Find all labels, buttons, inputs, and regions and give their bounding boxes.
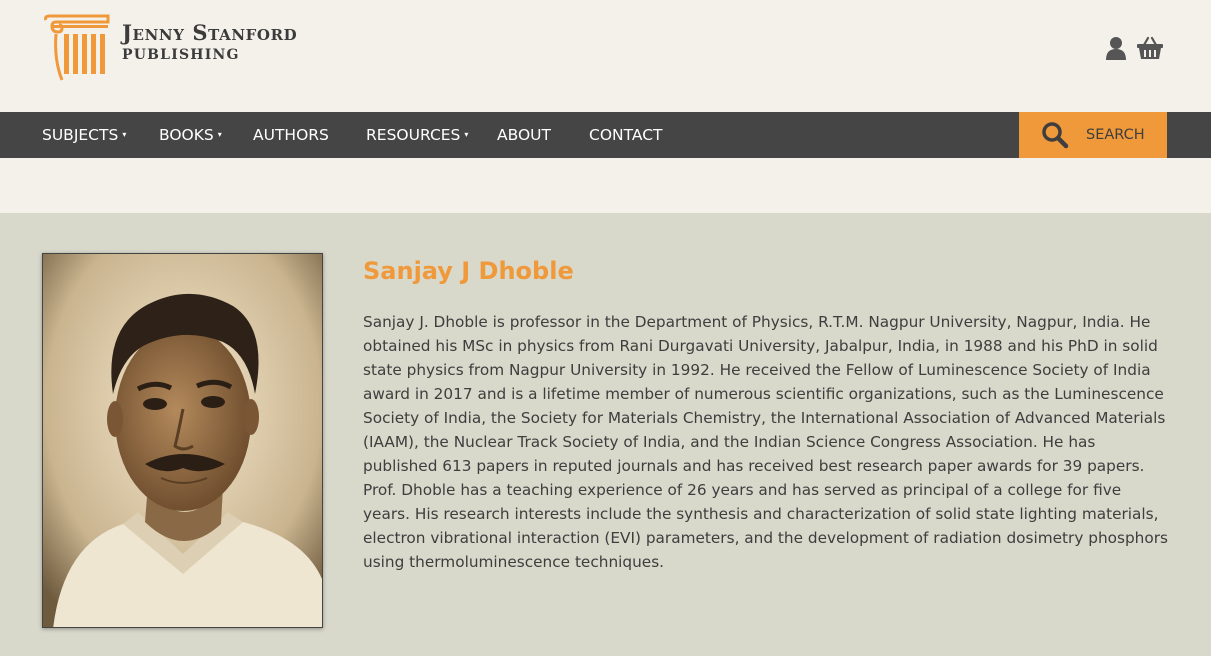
nav-books[interactable] bbox=[159, 112, 222, 158]
nav-resources[interactable] bbox=[366, 112, 468, 158]
user-icon[interactable] bbox=[1105, 36, 1127, 60]
logo-wordmark bbox=[122, 20, 297, 64]
search-icon bbox=[1041, 121, 1069, 149]
nav-contact[interactable] bbox=[589, 112, 663, 158]
dropdown-caret-icon: ▾ bbox=[217, 130, 222, 139]
author-portrait-image bbox=[43, 254, 323, 628]
search-button-label: SEARCH bbox=[1086, 127, 1145, 143]
basket-icon[interactable] bbox=[1137, 36, 1163, 60]
author-name: Sanjay J Dhoble bbox=[363, 257, 574, 285]
search-button[interactable] bbox=[1019, 112, 1167, 158]
nav-authors-label: AUTHORS bbox=[253, 126, 329, 144]
author-profile bbox=[0, 213, 1211, 656]
author-photo bbox=[42, 253, 323, 628]
author-bio: Sanjay J. Dhoble is professor in the Department of Physics, R.T.M. Nagpur University, Nagpur, India. He obtained his MSc in physics from Rani Durgavati University, Jabalpur, India, in 1988 and his PhD in solid state physics from Nagpur University in 1992. He received the Fellow of Luminescence Society of India award in 2017 and is a lifetime member of numerous scientific organizations, such as the Luminescence Society of India, the Society for Materials Chemistry, the International Association of Advanced Materials (IAAM), the Nuclear Track Society of India, and the Indian Science Congress Association. He has published 613 papers in reputed journals and has received best research paper awards for 39 papers. Prof. Dhoble has a teaching experience of 26 years and has served as principal of a college for five years. His research interests include the synthesis and characterization of solid state lighting materials, electron vibrational interaction (EVI) parameters, and the development of radiation dosimetry phosphors using thermoluminescence techniques. bbox=[363, 313, 1168, 571]
site-header bbox=[0, 0, 1211, 112]
dropdown-caret-icon: ▾ bbox=[464, 130, 469, 139]
nav-about[interactable] bbox=[497, 112, 551, 158]
nav-books-label: BOOKS bbox=[159, 126, 214, 144]
nav-authors[interactable] bbox=[253, 112, 329, 158]
dropdown-caret-icon: ▾ bbox=[122, 130, 127, 139]
logo-subtitle: PUBLISHING bbox=[122, 47, 240, 63]
site-logo[interactable] bbox=[42, 14, 297, 82]
nav-resources-label: RESOURCES bbox=[366, 126, 461, 144]
nav-subjects-label: SUBJECTS bbox=[42, 126, 119, 144]
nav-about-label: ABOUT bbox=[497, 126, 551, 144]
nav-contact-label: CONTACT bbox=[589, 126, 663, 144]
header-icons bbox=[1105, 36, 1163, 60]
nav-subjects[interactable] bbox=[42, 112, 126, 158]
column-logo-icon bbox=[42, 14, 112, 82]
logo-title: Jenny Stanford bbox=[122, 20, 298, 45]
